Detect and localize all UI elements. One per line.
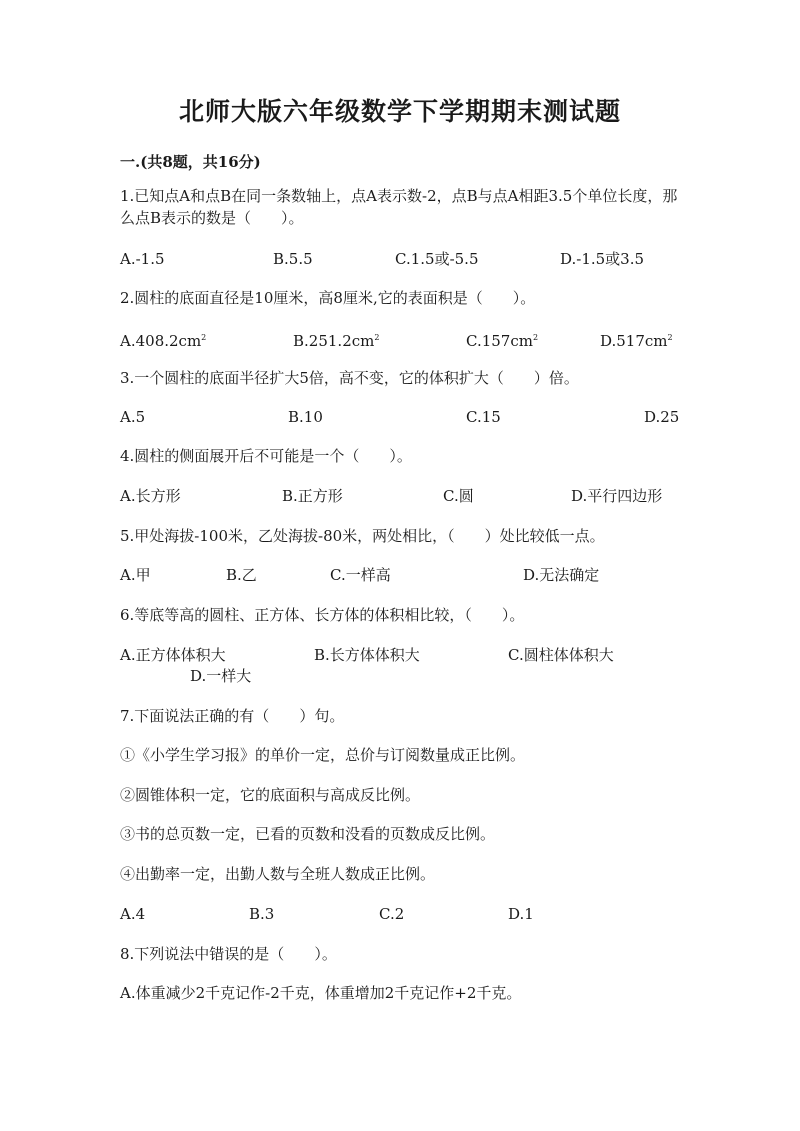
question-3-option-d: D.25 bbox=[644, 408, 680, 426]
section-heading: 一.(共8题，共16分) bbox=[120, 153, 261, 171]
question-8-option-a: A.体重减少2千克记作-2千克，体重增加2千克记作+2千克。 bbox=[120, 984, 522, 1002]
question-2-option-b: $B.251.2cm^2$ bbox=[293, 332, 380, 350]
question-7-statement-2: ②圆锥体积一定，它的底面积与高成反比例。 bbox=[120, 786, 421, 804]
question-5-option-b: B.乙 bbox=[226, 566, 257, 584]
question-4-option-b: B.正方形 bbox=[282, 487, 343, 505]
question-3-option-c: C.15 bbox=[466, 408, 501, 426]
question-2-option-a: $A.408.2cm^2$ bbox=[120, 332, 207, 350]
question-2-option-c: $C.157cm^2$ bbox=[466, 332, 539, 350]
question-5-option-c: C.一样高 bbox=[330, 566, 391, 584]
question-7-option-a: A.4 bbox=[120, 905, 146, 923]
question-5-stem: 5.甲处海拔-100米，乙处海拔-80米，两处相比，（ ）处比较低一点。 bbox=[120, 527, 605, 545]
question-1-option-c: C.1.5或-5.5 bbox=[395, 250, 479, 268]
question-6-option-d: D.一样大 bbox=[190, 667, 252, 685]
question-4-option-a: A.长方形 bbox=[120, 487, 181, 505]
question-2-option-d: $D.517cm^2$ bbox=[600, 332, 673, 350]
question-7-statement-1: ①《小学生学习报》的单价一定，总价与订阅数量成正比例。 bbox=[120, 746, 526, 764]
question-2-stem: 2.圆柱的底面直径是10厘米，高8厘米,它的表面积是（ ）。 bbox=[120, 289, 536, 307]
question-7-option-b: B.3 bbox=[249, 905, 275, 923]
question-6-option-b: B.长方体体积大 bbox=[314, 646, 420, 664]
question-6-stem: 6.等底等高的圆柱、正方体、长方体的体积相比较，（ ）。 bbox=[120, 606, 525, 624]
question-1-option-d: D.-1.5或3.5 bbox=[560, 250, 645, 268]
question-3-stem: 3.一个圆柱的底面半径扩大5倍，高不变，它的体积扩大（ ）倍。 bbox=[120, 369, 579, 387]
question-6-option-a: A.正方体体积大 bbox=[120, 646, 226, 664]
question-4-option-d: D.平行四边形 bbox=[571, 487, 663, 505]
question-1-option-a: A.-1.5 bbox=[120, 250, 165, 268]
question-7-statement-4: ④出勤率一定，出勤人数与全班人数成正比例。 bbox=[120, 865, 436, 883]
question-4-option-c: C.圆 bbox=[443, 487, 474, 505]
question-1-option-b: B.5.5 bbox=[273, 250, 313, 268]
question-7-statement-3: ③书的总页数一定，已看的页数和没看的页数成反比例。 bbox=[120, 825, 496, 843]
question-7-option-d: D.1 bbox=[508, 905, 534, 923]
question-5-option-a: A.甲 bbox=[120, 566, 151, 584]
question-5-option-d: D.无法确定 bbox=[523, 566, 600, 584]
question-8-stem: 8.下列说法中错误的是（ ）。 bbox=[120, 945, 337, 963]
question-4-stem: 4.圆柱的侧面展开后不可能是一个（ ）。 bbox=[120, 447, 412, 465]
question-1-stem: 1.已知点A和点B在同一条数轴上，点A表示数-2，点B与点A相距3.5个单位长度，那么点B表示的数是（ ）。 bbox=[120, 187, 678, 227]
page-title: 北师大版六年级数学下学期期末测试题 bbox=[178, 97, 621, 126]
question-3-option-b: B.10 bbox=[288, 408, 323, 426]
question-7-stem: 7.下面说法正确的有（ ）句。 bbox=[120, 707, 345, 725]
question-6-option-c: C.圆柱体体积大 bbox=[508, 646, 614, 664]
question-7-option-c: C.2 bbox=[379, 905, 405, 923]
question-3-option-a: A.5 bbox=[120, 408, 146, 426]
